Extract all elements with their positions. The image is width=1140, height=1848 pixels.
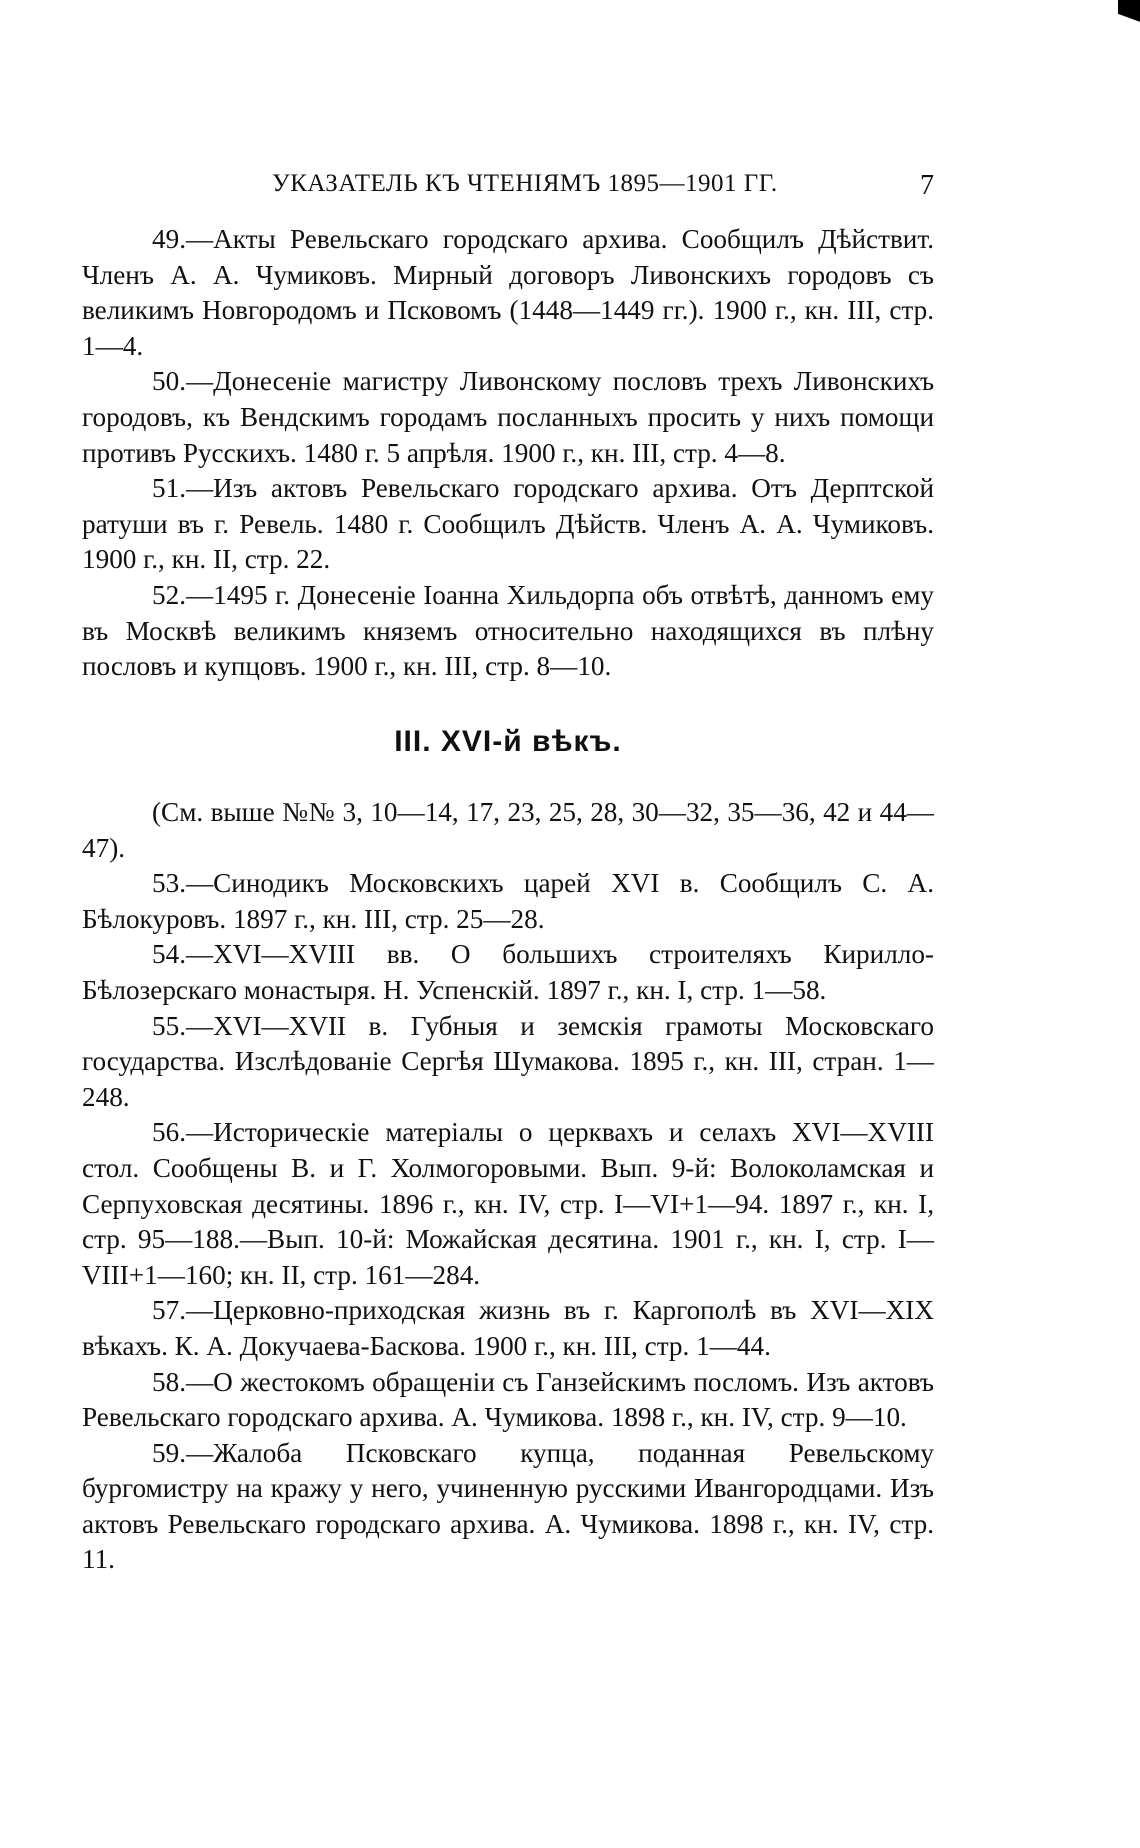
entry-55: 55.—XVI—XVII в. Губныя и земскія грамоты Московскаго государства. Изслѣдованіе Сергѣя Шумакова. 1895 г., кн. III, стран. 1—248. bbox=[82, 1010, 934, 1112]
page-number: 7 bbox=[920, 170, 934, 201]
entry-59: 59.—Жалоба Псковскаго купца, поданная Ревельскому бургомистру на кражу у него, учиненную русскими Ивангородцами. Изъ актовъ Ревельскаго городскаго архива. А. Чумикова. 1898 г., кн. IV, стр. 11. bbox=[82, 1437, 934, 1575]
entry-58: 58.—О жестокомъ обращеніи съ Ганзейскимъ посломъ. Изъ актовъ Ревельскаго городскаго архива. А. Чумикова. 1898 г., кн. IV, стр. 9—10. bbox=[82, 1366, 934, 1433]
entry-49: 49.—Акты Ревельскаго городскаго архива. Сообщилъ Дѣйствит. Членъ А. А. Чумиковъ. Мирный договоръ Ливонскихъ городовъ съ великимъ Новгородомъ и Псковомъ (1448—1449 гг.). 1900 г., кн. III, стр. 1—4. bbox=[82, 224, 934, 361]
page-header bbox=[82, 170, 934, 210]
entry-54: 54.—XVI—XVIII вв. О большихъ строителяхъ Кирилло-Бѣлозерскаго монастыря. Н. Успенскій. 1897 г., кн. I, стр. 1—58. bbox=[82, 939, 934, 1005]
entry-53: 53.—Синодикъ Московскихъ царей XVI в. Сообщилъ С. А. Бѣлокуровъ. 1897 г., кн. III, стр. 25—28. bbox=[82, 868, 934, 934]
section-heading: III. XVI-й вѣкъ. bbox=[394, 725, 622, 758]
entries-list-before bbox=[82, 222, 934, 685]
entry-57: 57.—Церковно-приходская жизнь въ г. Каргополѣ въ XVI—XIX вѣкахъ. К. А. Докучаева-Баскова. 1900 г., кн. III, стр. 1—44. bbox=[82, 1295, 934, 1361]
entry-51: 51.—Изъ актовъ Ревельскаго городскаго архива. Отъ Дерптской ратуши въ г. Ревель. 1480 г. Сообщилъ Дѣйств. Членъ А. А. Чумиковъ. 1900 г., кн. II, стр. 22. bbox=[82, 473, 934, 575]
entries-list-after bbox=[82, 795, 934, 1578]
entry-52: 52.—1495 г. Донесеніе Іоанна Хильдорпа объ отвѣтѣ, данномъ ему въ Москвѣ великимъ княземъ относительно находящихся въ плѣну пословъ и купцовъ. 1900 г., кн. III, стр. 8—10. bbox=[82, 579, 934, 682]
cross-reference-note: (См. выше №№ 3, 10—14, 17, 23, 25, 28, 30—32, 35—36, 42 и 44—47). bbox=[82, 797, 934, 863]
entry-50: 50.—Донесеніе магистру Ливонскому пословъ трехъ Ливонскихъ городовъ, къ Вендскимъ городамъ посланныхъ просить у нихъ помощи противъ Русскихъ. 1480 г. 5 апрѣля. 1900 г., кн. III, стр. 4—8. bbox=[82, 366, 934, 468]
scan-corner-mark bbox=[1118, 0, 1140, 40]
entry-56: 56.—Историческіе матеріалы о церквахъ и селахъ XVI—XVIII стол. Сообщены В. и Г. Холмогоровыми. Вып. 9-й: Волоколамская и Серпуховская десятины. 1896 г., кн. IV, стр. I—VI+1—94. 1897 г., кн. I, стр. 95—188.—Вып. 10-й: Можайская десятина. 1901 г., кн. I, стр. I—VIII+1—160; кн. II, стр. 161—284. bbox=[82, 1117, 934, 1290]
running-title: УКАЗАТЕЛЬ КЪ ЧТЕНІЯМЪ 1895—1901 ГГ. bbox=[272, 170, 778, 197]
